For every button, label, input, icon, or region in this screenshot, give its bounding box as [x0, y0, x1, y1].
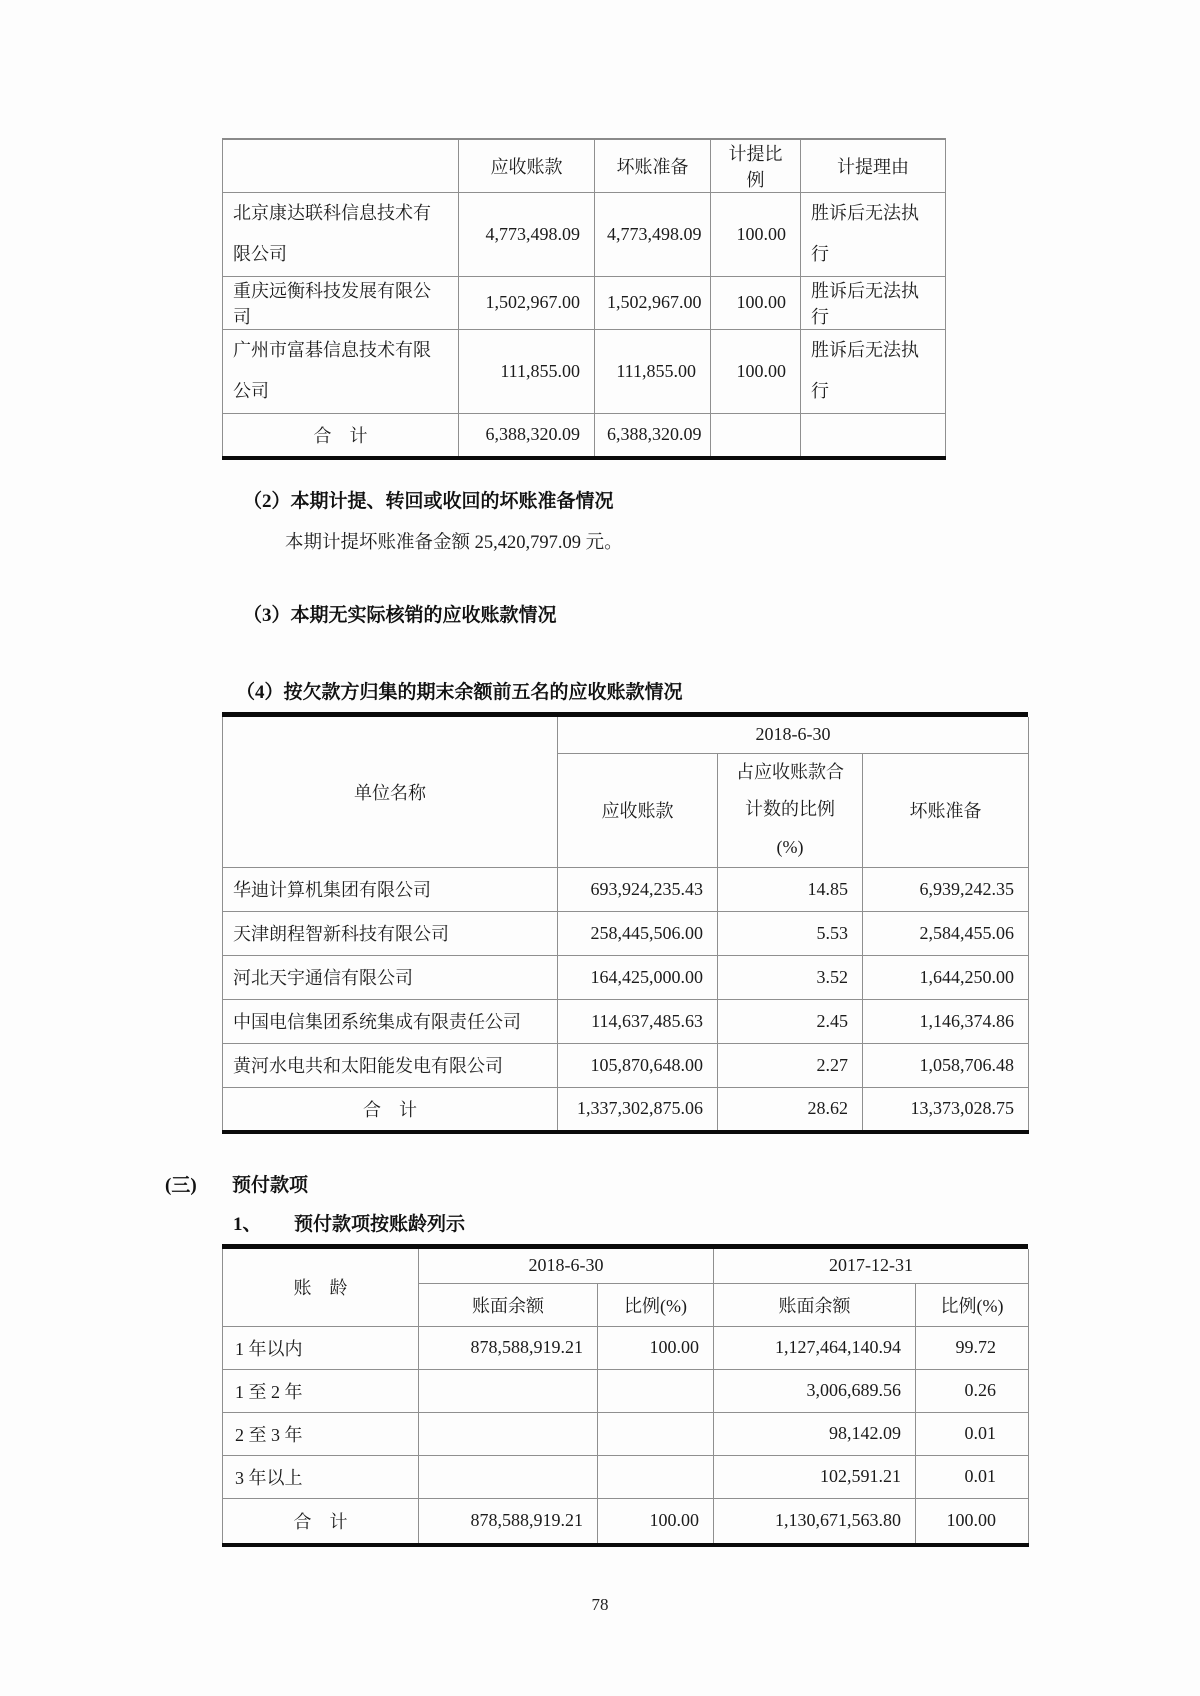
balance-2017: 98,142.09	[714, 1412, 916, 1455]
column-header: 计提比例	[711, 139, 801, 193]
company-name: 河北天宇通信有限公司	[223, 955, 558, 999]
company-name: 中国电信集团系统集成有限责任公司	[223, 999, 558, 1043]
total-row	[223, 413, 946, 458]
ratio-total: 28.62	[718, 1087, 863, 1132]
table-row	[223, 276, 946, 329]
balance-2018: 878,588,919.21	[419, 1326, 598, 1369]
reason-value: 胜诉后无法执行	[801, 193, 946, 277]
bad-debt-provision-table	[222, 138, 946, 460]
company-name: 黄河水电共和太阳能发电有限公司	[223, 1043, 558, 1087]
column-header: 计提理由	[801, 139, 946, 193]
debtor-name: 北京康达联科信息技术有限公司	[223, 193, 459, 277]
receivable-value: 105,870,648.00	[558, 1043, 718, 1087]
bad-debt-total: 6,388,320.09	[595, 413, 711, 458]
bad-debt-header: 坏账准备	[863, 753, 1029, 867]
period-2018-header: 2018-6-30	[419, 1249, 714, 1284]
balance-2018-total: 878,588,919.21	[419, 1498, 598, 1545]
company-name: 天津朗程智新科技有限公司	[223, 911, 558, 955]
ratio-2017: 0.01	[916, 1412, 1029, 1455]
total-label: 合 计	[223, 413, 459, 458]
section-4-heading: （4）按欠款方归集的期末余额前五名的应收账款情况	[222, 677, 1028, 717]
bad-debt-value: 1,146,374.86	[863, 999, 1029, 1043]
bad-debt-value: 6,939,242.35	[863, 867, 1029, 911]
age-label: 1 至 2 年	[223, 1369, 419, 1412]
period-header: 2018-6-30	[558, 717, 1029, 754]
receivable-value: 258,445,506.00	[558, 911, 718, 955]
section-2-heading: （2）本期计提、转回或收回的坏账准备情况	[243, 490, 614, 512]
ratio-2018	[598, 1455, 714, 1498]
table-row	[223, 1369, 1029, 1412]
table-row	[223, 1326, 1029, 1369]
section-three-heading	[165, 1170, 1200, 1197]
reason-value: 胜诉后无法执行	[801, 329, 946, 413]
group-header-row	[223, 717, 1029, 754]
ratio-2018	[598, 1369, 714, 1412]
receivable-total: 6,388,320.09	[459, 413, 595, 458]
ratio-header: 占应收账款合计数的比例(%)	[718, 753, 863, 867]
item-title: 预付款项按账龄列示	[294, 1213, 466, 1235]
balance-2017: 3,006,689.56	[714, 1369, 916, 1412]
age-label: 3 年以上	[223, 1455, 419, 1498]
item-1-heading	[222, 1209, 1028, 1249]
section-2-body: 本期计提坏账准备金额 25,420,797.09 元。	[285, 532, 623, 553]
receivable-value: 114,637,485.63	[558, 999, 718, 1043]
group-header-row	[223, 1249, 1029, 1284]
total-label: 合 计	[223, 1498, 419, 1545]
balance-2017-total: 1,130,671,563.80	[714, 1498, 916, 1545]
balance-2018	[419, 1455, 598, 1498]
table-row	[223, 1455, 1029, 1498]
reason-total	[801, 413, 946, 458]
company-name: 华迪计算机集团有限公司	[223, 867, 558, 911]
balance-2017: 1,127,464,140.94	[714, 1326, 916, 1369]
section-3-heading: （3）本期无实际核销的应收账款情况	[243, 604, 557, 626]
balance-2017: 102,591.21	[714, 1455, 916, 1498]
table-row	[223, 329, 946, 413]
total-row	[223, 1498, 1029, 1545]
ratio-value: 3.52	[718, 955, 863, 999]
ratio-header: 比例(%)	[916, 1283, 1029, 1326]
column-header: 应收账款	[459, 139, 595, 193]
table-row	[223, 1412, 1029, 1455]
top5-receivables-table	[222, 717, 1029, 1134]
bad-debt-total: 13,373,028.75	[863, 1087, 1029, 1132]
ratio-2018	[598, 1412, 714, 1455]
item-index: 1、	[233, 1213, 262, 1235]
ratio-2017: 0.01	[916, 1455, 1029, 1498]
total-row	[223, 1087, 1029, 1132]
bad-debt-value: 1,502,967.00	[595, 276, 711, 329]
receivable-value: 111,855.00	[459, 329, 595, 413]
total-label: 合 计	[223, 1087, 558, 1132]
balance-2018	[419, 1369, 598, 1412]
ratio-value: 2.27	[718, 1043, 863, 1087]
receivable-value: 693,924,235.43	[558, 867, 718, 911]
prepayment-aging-table	[222, 1249, 1029, 1547]
bad-debt-value: 4,773,498.09	[595, 193, 711, 277]
balance-2018	[419, 1412, 598, 1455]
section-title: 预付款项	[232, 1174, 309, 1196]
ratio-2018-total: 100.00	[598, 1498, 714, 1545]
table-row	[223, 867, 1029, 911]
age-label: 2 至 3 年	[223, 1412, 419, 1455]
table-row	[223, 1043, 1029, 1087]
ratio-value: 2.45	[718, 999, 863, 1043]
ratio-total	[711, 413, 801, 458]
receivable-value: 4,773,498.09	[459, 193, 595, 277]
table-row	[223, 955, 1029, 999]
ratio-2017: 0.26	[916, 1369, 1029, 1412]
empty-corner-cell	[223, 139, 459, 193]
age-column-header: 账 龄	[223, 1249, 419, 1327]
debtor-name: 重庆远衡科技发展有限公司	[223, 276, 459, 329]
table-row	[223, 193, 946, 277]
page-number: 78	[591, 1594, 609, 1614]
name-column-header: 单位名称	[223, 717, 558, 868]
receivable-value: 1,502,967.00	[459, 276, 595, 329]
ratio-2017-total: 100.00	[916, 1498, 1029, 1545]
debtor-name: 广州市富碁信息技术有限公司	[223, 329, 459, 413]
balance-header: 账面余额	[714, 1283, 916, 1326]
receivable-header: 应收账款	[558, 753, 718, 867]
ratio-value: 100.00	[711, 329, 801, 413]
receivable-total: 1,337,302,875.06	[558, 1087, 718, 1132]
table-row	[223, 999, 1029, 1043]
table-row	[223, 911, 1029, 955]
ratio-2017: 99.72	[916, 1326, 1029, 1369]
reason-value: 胜诉后无法执行	[801, 276, 946, 329]
bad-debt-value: 1,058,706.48	[863, 1043, 1029, 1087]
period-2017-header: 2017-12-31	[714, 1249, 1029, 1284]
balance-header: 账面余额	[419, 1283, 598, 1326]
ratio-value: 100.00	[711, 276, 801, 329]
age-label: 1 年以内	[223, 1326, 419, 1369]
ratio-header: 比例(%)	[598, 1283, 714, 1326]
section-index: (三)	[165, 1174, 197, 1196]
ratio-value: 14.85	[718, 867, 863, 911]
bad-debt-value: 1,644,250.00	[863, 955, 1029, 999]
ratio-value: 100.00	[711, 193, 801, 277]
ratio-value: 5.53	[718, 911, 863, 955]
bad-debt-value: 111,855.00	[595, 329, 711, 413]
receivable-value: 164,425,000.00	[558, 955, 718, 999]
ratio-2018: 100.00	[598, 1326, 714, 1369]
bad-debt-value: 2,584,455.06	[863, 911, 1029, 955]
table-header-row	[223, 139, 946, 193]
column-header: 坏账准备	[595, 139, 711, 193]
